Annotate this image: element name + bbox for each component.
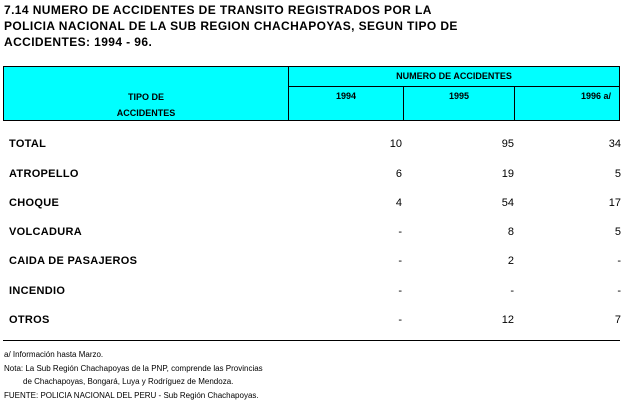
cell-1995: 54 (501, 197, 514, 209)
header-year-1995: 1995 (404, 87, 515, 120)
table-row (0, 138, 623, 154)
cell-1996: 5 (614, 168, 621, 180)
table-row (0, 226, 623, 242)
table-row (0, 197, 623, 213)
cell-1994: - (398, 255, 402, 267)
cell-1995: 19 (501, 168, 514, 180)
header-tipo-de-accidentes (4, 67, 289, 120)
table-row (0, 255, 623, 271)
footnotes (4, 348, 263, 402)
table-bottom-rule (3, 340, 620, 341)
cell-1994: - (398, 285, 402, 297)
row-label: TOTAL (9, 138, 47, 150)
table-row (0, 285, 623, 301)
header-year-1994: 1994 (289, 87, 404, 120)
cell-1994: 6 (395, 168, 402, 180)
table-title (4, 2, 614, 50)
cell-1995: 12 (501, 314, 514, 326)
table-row (0, 168, 623, 184)
table-header (3, 66, 620, 121)
cell-1996: - (617, 255, 621, 267)
header-tipo-line-1: TIPO DE (127, 92, 164, 102)
cell-1995: 95 (501, 138, 514, 150)
header-tipo-line-2: ACCIDENTES (116, 108, 176, 118)
row-label: ATROPELLO (9, 168, 79, 180)
cell-1996: - (617, 285, 621, 297)
header-numero-de-accidentes: NUMERO DE ACCIDENTES (289, 67, 619, 87)
cell-1994: - (398, 314, 402, 326)
row-label: CHOQUE (9, 197, 60, 209)
cell-1995: - (510, 285, 514, 297)
note-line-2: de Chachapoyas, Bongará, Luya y Rodríguez de Mendoza. (23, 377, 234, 386)
title-line-1: 7.14 NUMERO DE ACCIDENTES DE TRANSITO REGISTRADOS POR LA (4, 3, 432, 17)
cell-1996: 34 (608, 138, 621, 150)
cell-1996: 17 (608, 197, 621, 209)
row-label: INCENDIO (9, 285, 66, 297)
title-line-2: POLICIA NACIONAL DE LA SUB REGION CHACHAPOYAS, SEGUN TIPO DE (4, 19, 458, 33)
cell-1995: 2 (507, 255, 514, 267)
table-row (0, 314, 623, 330)
footnote-a: a/ Información hasta Marzo. (4, 350, 104, 359)
row-label: CAIDA DE PASAJEROS (9, 255, 138, 267)
header-year-1996: 1996 a/ (580, 91, 611, 101)
row-label: VOLCADURA (9, 226, 82, 238)
cell-1996: 7 (614, 314, 621, 326)
cell-1994: - (398, 226, 402, 238)
note-line-1: Nota: La Sub Región Chachapoyas de la PNP, comprende las Provincias (4, 363, 263, 373)
cell-1995: 8 (507, 226, 514, 238)
row-label: OTROS (9, 314, 50, 326)
cell-1994: 10 (389, 138, 402, 150)
title-line-3: ACCIDENTES: 1994 - 96. (4, 35, 153, 49)
cell-1994: 4 (395, 197, 402, 209)
source-note: FUENTE: POLICIA NACIONAL DEL PERU - Sub Región Chachapoyas. (4, 390, 259, 400)
cell-1996: 5 (614, 226, 621, 238)
